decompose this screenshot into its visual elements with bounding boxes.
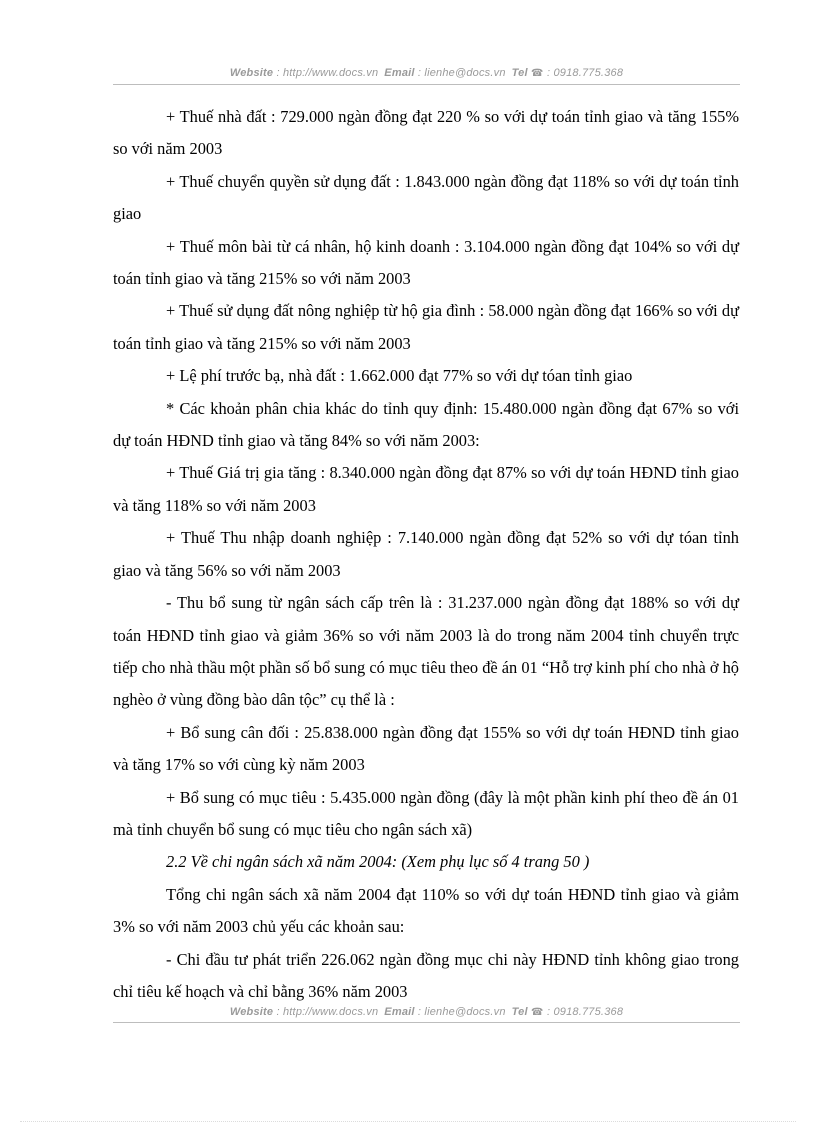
footer-email: : lienhe@docs.vn	[414, 1006, 506, 1018]
paragraph: - Chi đầu tư phát triển 226.062 ngàn đồng mục chi này HĐND tỉnh không giao trong chỉ tiêu kế hoạch và chỉ bằng 36% năm 2003	[113, 949, 739, 1001]
header-website-label: Website	[229, 67, 274, 79]
footer-website-label: Website	[229, 1006, 274, 1018]
paragraph: Tổng chi ngân sách xã năm 2004 đạt 110% so với dự toán HĐND tỉnh giao và giảm 3% so với năm 2003 chủ yếu các khoản sau:	[113, 884, 739, 937]
paragraph: + Thuế Thu nhập doanh nghiệp : 7.140.000 ngàn đồng đạt 52% so với dự tóan tỉnh giao và tăng 56% so với năm 2003	[113, 528, 739, 580]
header-tel-label: Tel	[511, 67, 528, 79]
header-rule	[113, 84, 740, 85]
paragraph: + Bổ sung cân đối : 25.838.000 ngàn đồng đạt 155% so với dự toán HĐND tỉnh giao và tăng 17% so với cùng kỳ năm 2003	[113, 722, 739, 775]
paragraph: + Thuế sử dụng đất nông nghiệp từ hộ gia đình : 58.000 ngàn đồng đạt 166% so với dự toán tỉnh giao và tăng 215% so với năm 2003	[113, 301, 739, 353]
page-header	[113, 67, 740, 79]
footer-tel-label: Tel	[511, 1006, 528, 1018]
footer-rule	[113, 1022, 740, 1023]
footer-website: : http://www.docs.vn	[273, 1006, 379, 1018]
document-body	[113, 101, 739, 1008]
footer-tel: : 0918.775.368	[543, 1006, 624, 1018]
telephone-icon: ☎	[531, 1007, 544, 1018]
paragraph: * Các khoản phân chia khác do tỉnh quy định: 15.480.000 ngàn đồng đạt 67% so với dự toán HĐND tỉnh giao và tăng 84% so với năm 2003:	[113, 398, 739, 451]
page-footer	[113, 1006, 740, 1018]
telephone-icon: ☎	[531, 68, 544, 79]
paragraph: + Thuế nhà đất : 729.000 ngàn đồng đạt 220 % so với dự toán tỉnh giao và tăng 155% so với năm 2003	[113, 107, 739, 159]
paragraph: + Thuế Giá trị gia tăng : 8.340.000 ngàn đồng đạt 87% so với dự toán HĐND tỉnh giao và tăng 118% so với năm 2003	[113, 463, 739, 515]
paragraph: + Thuế môn bài từ cá nhân, hộ kinh doanh : 3.104.000 ngàn đồng đạt 104% so với dự toán tỉnh giao và tăng 215% so với năm 2003	[113, 236, 739, 289]
paragraph: - Thu bổ sung từ ngân sách cấp trên là : 31.237.000 ngàn đồng đạt 188% so với dự toán HĐND tỉnh giao và giảm 36% so với năm 2003 là do trong năm 2004 tỉnh chuyển trực tiếp cho nhà thầu một phần số bổ sung có mục tiêu theo đề án 01 “Hỗ trợ kinh phí cho nhà ở hộ nghèo ở vùng đồng bào dân tộc” cụ thể là :	[113, 593, 739, 710]
header-email: : lienhe@docs.vn	[414, 67, 506, 79]
paragraph: + Lệ phí trước bạ, nhà đất : 1.662.000 đạt 77% so với dự tóan tỉnh giao	[166, 366, 633, 386]
header-website: : http://www.docs.vn	[273, 67, 379, 79]
paragraph: + Thuế chuyển quyền sử dụng đất : 1.843.000 ngàn đồng đạt 118% so với dự toán tỉnh giao	[113, 171, 739, 224]
header-email-label: Email	[384, 67, 415, 79]
section-heading: 2.2 Về chi ngân sách xã năm 2004: (Xem phụ lục số 4 trang 50 )	[166, 852, 590, 872]
header-tel: : 0918.775.368	[543, 67, 624, 79]
paragraph: + Bổ sung có mục tiêu : 5.435.000 ngàn đồng (đây là một phần kinh phí theo đề án 01 mà tỉnh chuyển bổ sung có mục tiêu cho ngân sách xã)	[113, 787, 739, 839]
footer-email-label: Email	[384, 1006, 415, 1018]
page-edge-divider	[20, 1121, 796, 1122]
